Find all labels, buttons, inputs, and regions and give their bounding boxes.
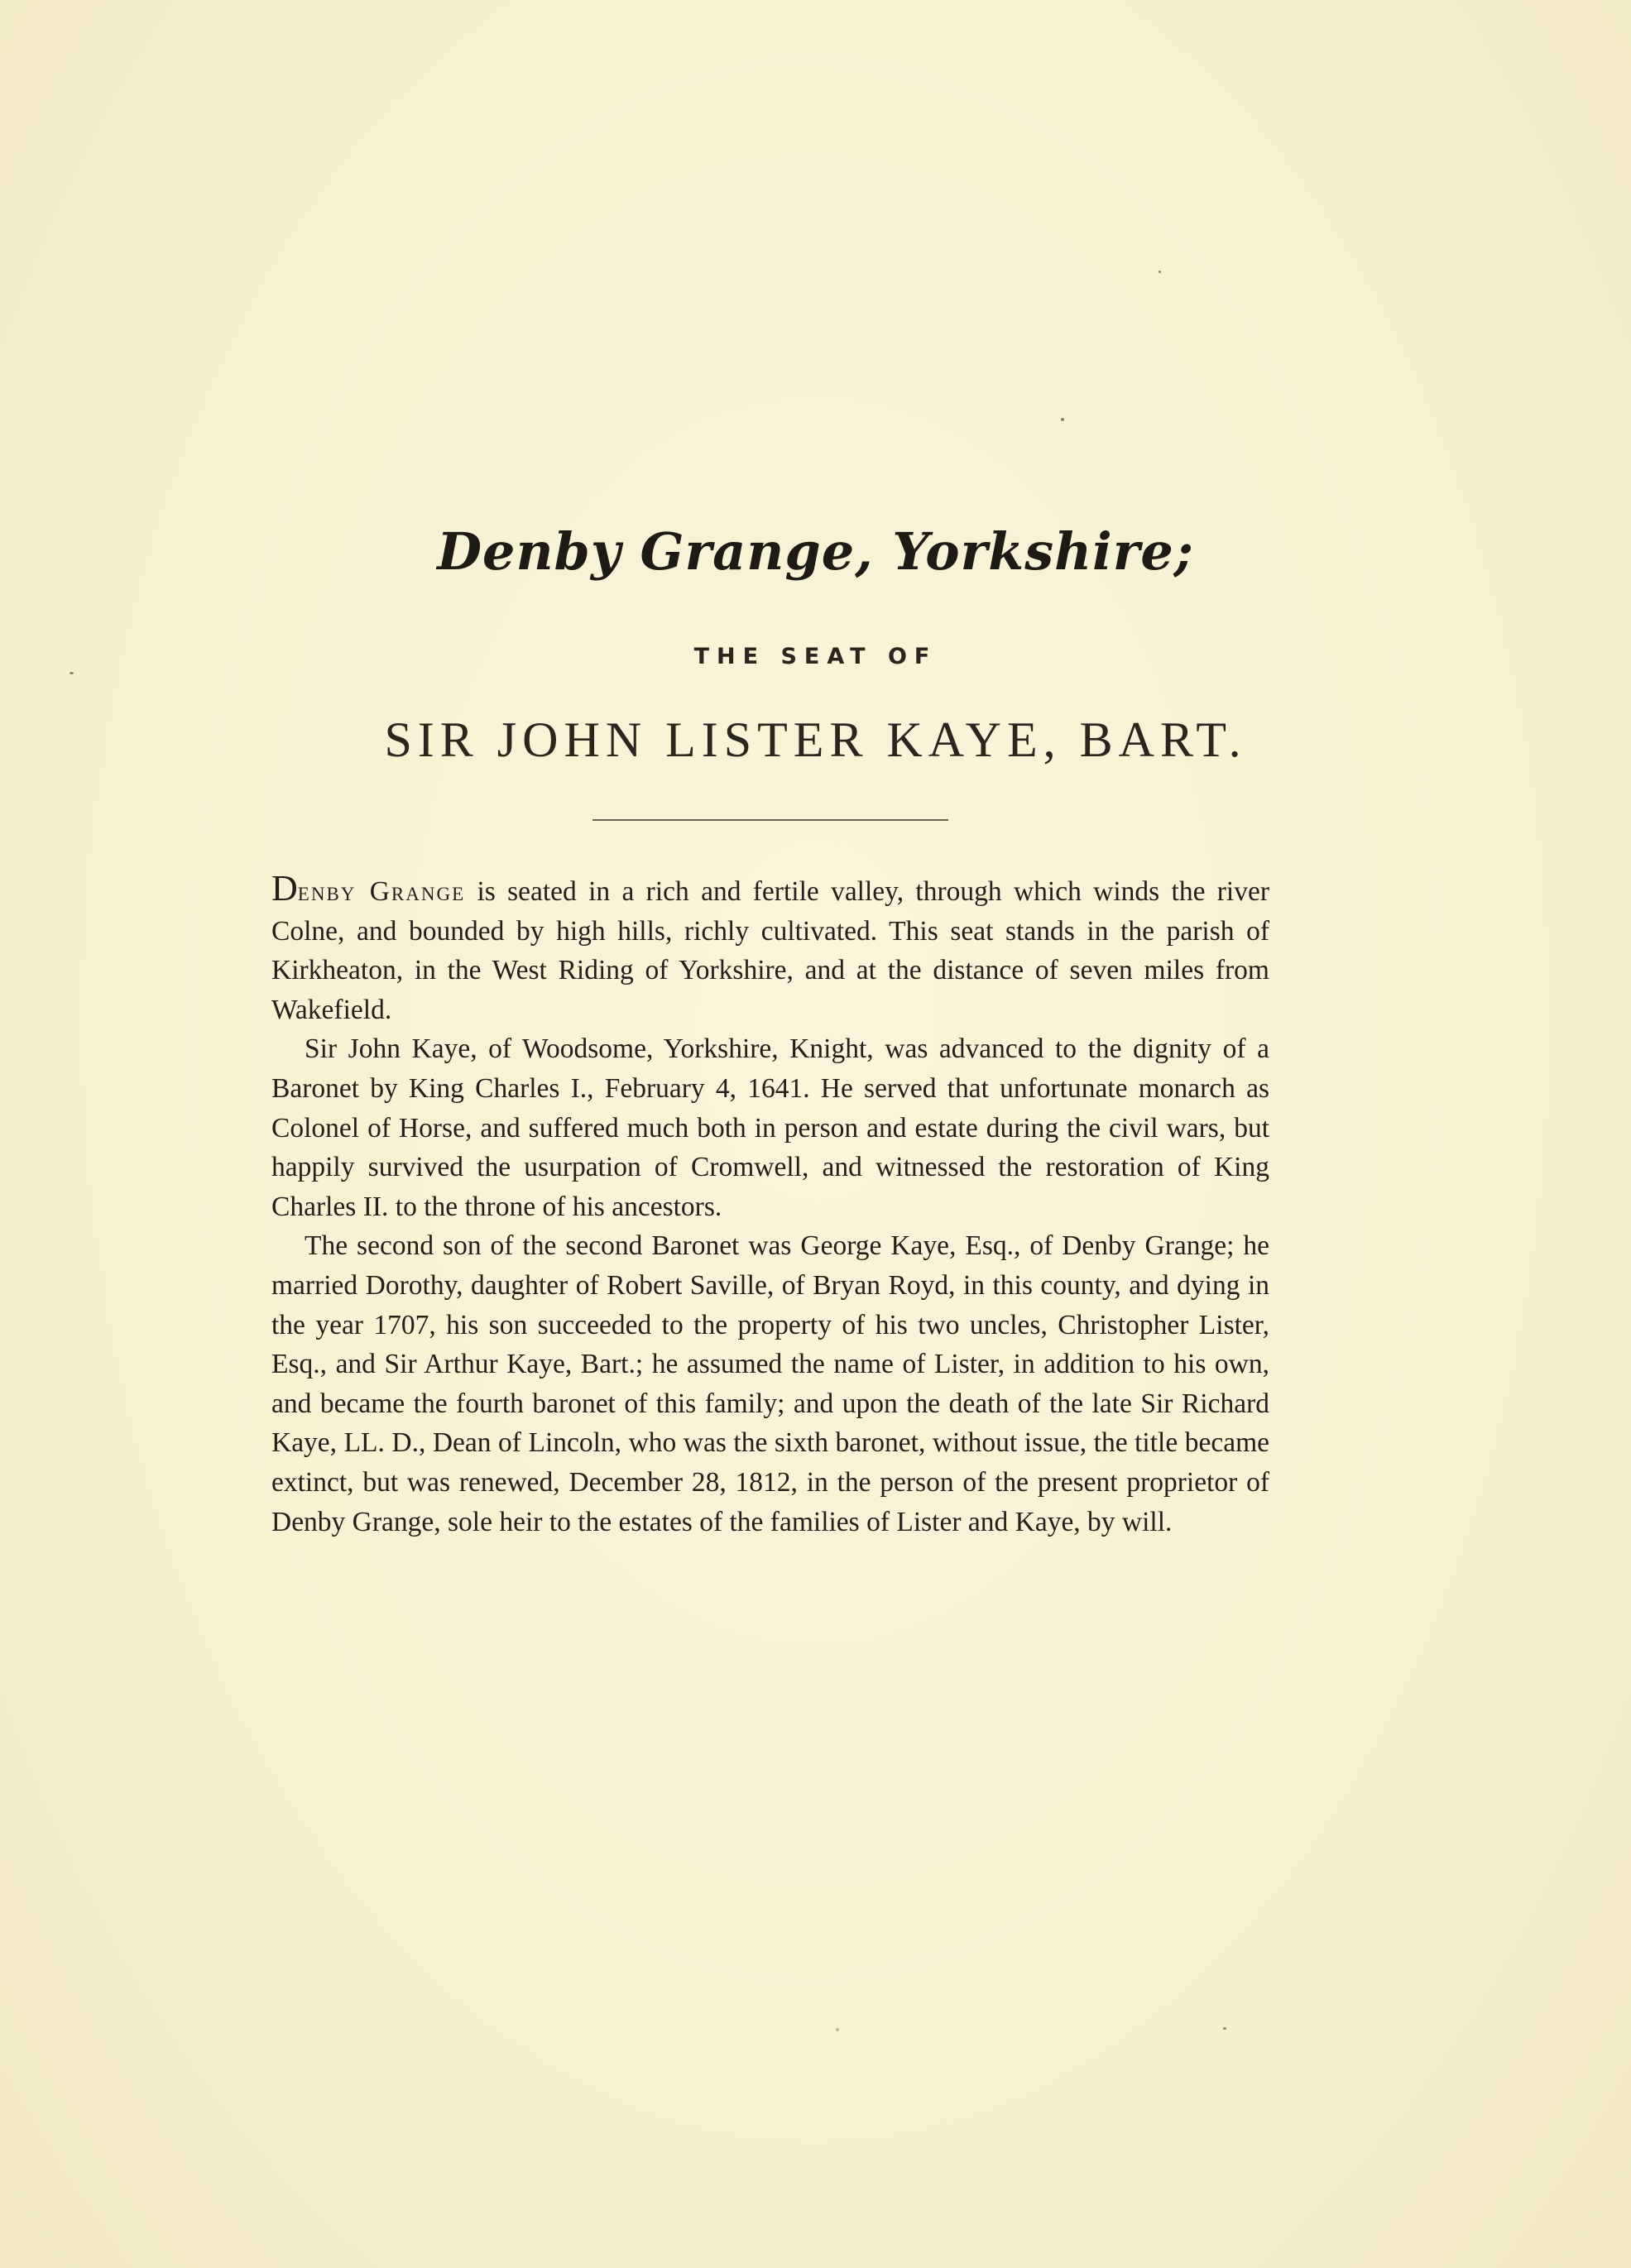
lead-small-caps: enby Grange	[297, 876, 466, 907]
paper-speck	[1223, 2027, 1226, 2030]
paragraph-1	[271, 869, 1269, 1029]
paragraph-3: The second son of the second Baronet was George Kaye, Esq., of Denby Grange; he married Dorothy, daughter of Robert Saville, of Bryan Royd, in this county, and dying in the year 1707, his son succeeded to the property of his two uncles, Christopher Lister, Esq., and Sir Arthur Kaye, Bart.; he assumed the name of Lister, in addition to his own, and became the fourth baronet of this family; and upon the death of the late Sir Richard Kaye, LL. D., Dean of Lincoln, who was the sixth baronet, without issue, the title became extinct, but was renewed, December 28, 1812, in the person of the present proprietor of Denby Grange, sole heir to the estates of the families of Lister and Kaye, by will.	[271, 1230, 1269, 1537]
page-title: Denby Grange, Yorkshire;	[437, 521, 1194, 582]
paragraph-2: Sir John Kaye, of Woodsome, Yorkshire, Knight, was advanced to the dignity of a Baronet by King Charles I., February 4, 1641. He served that unfortunate monarch as Colonel of Horse, and suffered much both in person and estate during the civil wars, but happily survived the usurpation of Cromwell, and witnessed the restoration of King Charles II. to the throne of his ancestors.	[271, 1033, 1269, 1222]
paper-speck	[1158, 271, 1161, 273]
lead-initial: D	[271, 868, 298, 909]
subtitle: THE SEAT OF	[693, 644, 938, 669]
paper-speck	[836, 2028, 839, 2031]
body-text	[271, 869, 1269, 1542]
paper-speck	[1061, 418, 1064, 421]
divider-rule	[592, 819, 948, 821]
paper-speck	[70, 672, 74, 674]
paragraph-1-text: is seated in a rich and fertile valley, through which winds the river Colne, and bounded by high hills, richly cultivated. This seat stands in the parish of Kirkheaton, in the West Riding of Yorkshire, and at the distance of seven miles from Wakefield.	[271, 876, 1269, 1025]
owner-name: SIR JOHN LISTER KAYE, BART.	[384, 712, 1247, 767]
